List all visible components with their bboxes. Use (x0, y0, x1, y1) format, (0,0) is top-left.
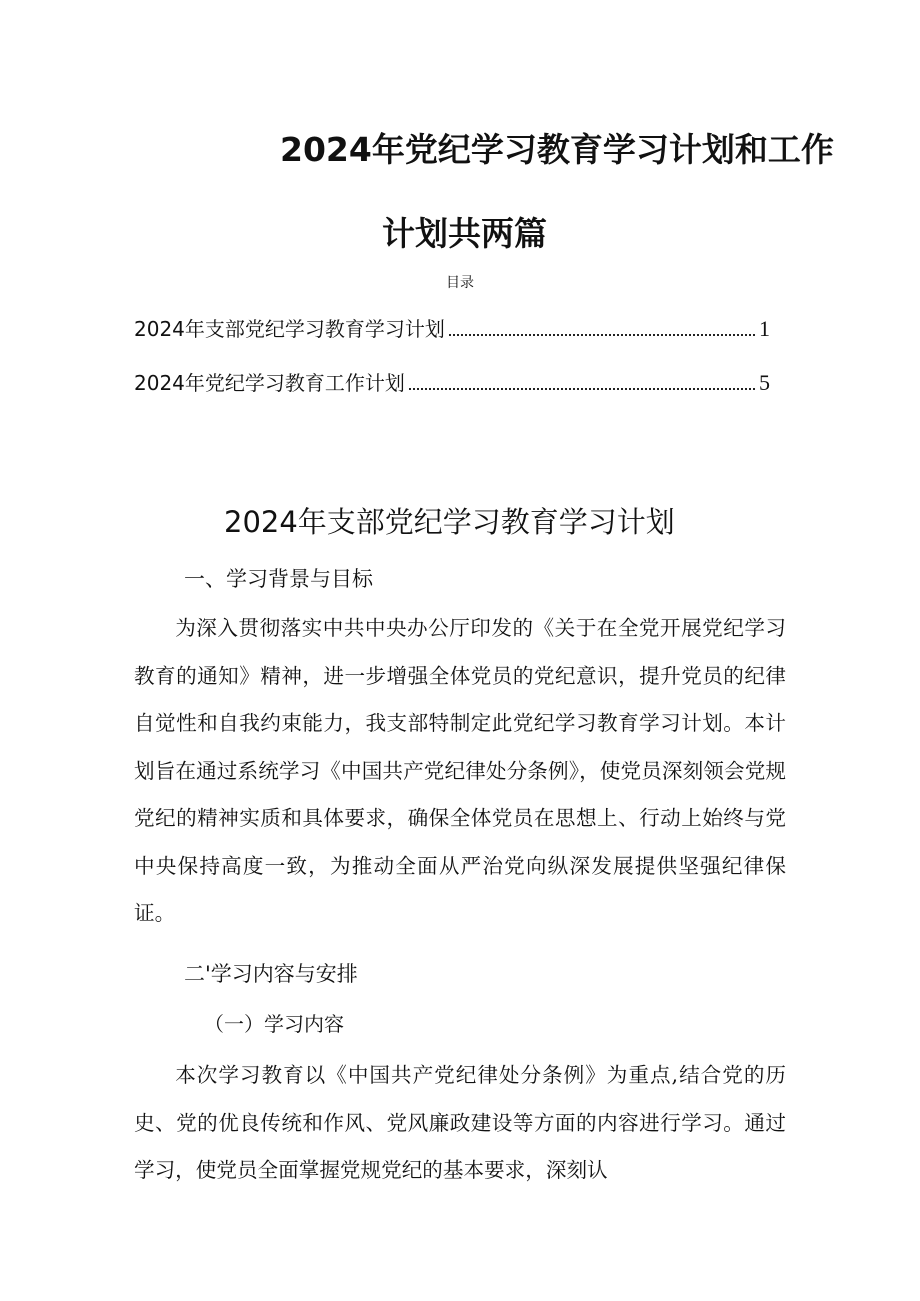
body-paragraph: 本次学习教育以《中国共产党纪律处分条例》为重点,结合党的历史、党的优良传统和作风、党风廉政建设等方面的内容进行学习。通过学习，使党员全面掌握党规党纪的基本要求，深刻认 (134, 1063, 786, 1182)
body-paragraph: 为深入贯彻落实中共中央办公厅印发的《关于在全党开展党纪学习教育的通知》精神，进一步增强全体党员的党纪意识，提升党员的纪律自觉性和自我约束能力，我支部特制定此党纪学习教育学习计划。本计划旨在通过系统学习《中国共产党纪律处分条例》，使党员深刻领会党规党纪的精神实质和具体要求，确保全体党员在思想上、行动上始终与党中央保持高度一致，为推动全面从严治党向纵深发展提供坚强纪律保证。 (134, 616, 786, 925)
toc-entry-label: 2024年党纪学习教育工作计划 (134, 371, 405, 395)
toc-entry-page: 5 (759, 370, 770, 395)
toc-entry-page: 1 (759, 316, 770, 341)
section-heading-content: 二'学习内容与安排 (184, 962, 358, 986)
subsection-heading: （一）学习内容 (204, 1012, 344, 1036)
section-heading-background: 一、学习背景与目标 (184, 567, 373, 591)
toc-leader-dots (409, 387, 755, 390)
document-title-line1: 2024年党纪学习教育学习计划和工作 (280, 130, 834, 169)
toc-leader-dots (449, 333, 755, 336)
toc-entry-label: 2024年支部党纪学习教育学习计划 (134, 317, 445, 341)
toc-entry[interactable] (134, 364, 770, 396)
document-title-line2: 计划共两篇 (382, 214, 547, 253)
section-title: 2024年支部党纪学习教育学习计划 (224, 505, 675, 539)
toc-heading: 目录 (446, 275, 474, 291)
toc-entry[interactable] (134, 310, 770, 342)
